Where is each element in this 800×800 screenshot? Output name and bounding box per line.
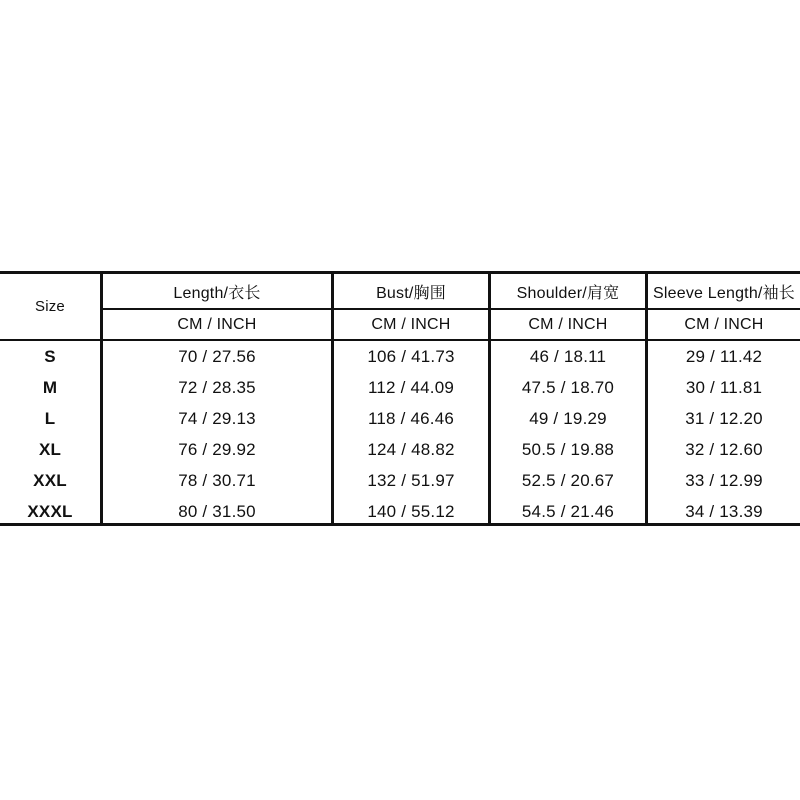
unit-label-shoulder: CM / INCH	[528, 315, 608, 333]
measurement-cell: 118 / 46.46	[367, 408, 454, 428]
measurement-cell: 47.5 / 18.70	[521, 377, 615, 397]
size-cell: XXL	[33, 470, 67, 490]
measurement-cell: 52.5 / 20.67	[521, 470, 615, 490]
measurement-cell: 70 / 27.56	[178, 346, 256, 366]
size-cell: M	[42, 377, 58, 397]
measurement-cell: 124 / 48.82	[367, 439, 455, 459]
measurement-cell: 112 / 44.09	[367, 377, 454, 397]
size-cell: S	[44, 346, 56, 366]
measurement-cell: 33 / 12.99	[685, 470, 763, 490]
measurement-cell: 34 / 13.39	[685, 501, 763, 521]
measurement-cell: 32 / 12.60	[685, 439, 763, 459]
measurement-cell: 54.5 / 21.46	[521, 501, 615, 521]
column-header-sleeve-length: Sleeve Length/袖长	[653, 284, 795, 302]
measurement-cell: 78 / 30.71	[178, 470, 256, 490]
size-cell: XL	[38, 439, 62, 459]
measurement-cell: 76 / 29.92	[178, 439, 256, 459]
unit-label-bust: CM / INCH	[371, 315, 451, 333]
size-column-header: Size	[35, 298, 65, 315]
column-header-bust: Bust/胸围	[376, 284, 446, 302]
size-cell: L	[44, 408, 56, 428]
measurement-cell: 49 / 19.29	[529, 408, 607, 428]
measurement-cell: 46 / 18.11	[529, 346, 607, 366]
size-chart-table	[0, 271, 800, 526]
measurement-cell: 80 / 31.50	[178, 501, 256, 521]
column-header-shoulder: Shoulder/肩宽	[516, 284, 620, 302]
measurement-cell: 132 / 51.97	[367, 470, 455, 490]
unit-label-length: CM / INCH	[177, 315, 257, 333]
measurement-cell: 29 / 11.42	[685, 346, 763, 366]
measurement-cell: 140 / 55.12	[367, 501, 455, 521]
unit-label-sleeve-length: CM / INCH	[684, 315, 764, 333]
column-header-length: Length/衣长	[173, 284, 261, 302]
measurement-cell: 31 / 12.20	[685, 408, 763, 428]
size-cell: XXXL	[27, 501, 73, 521]
measurement-cell: 30 / 11.81	[685, 377, 763, 397]
measurement-cell: 72 / 28.35	[178, 377, 256, 397]
measurement-cell: 50.5 / 19.88	[521, 439, 615, 459]
measurement-cell: 106 / 41.73	[367, 346, 455, 366]
measurement-cell: 74 / 29.13	[178, 408, 256, 428]
